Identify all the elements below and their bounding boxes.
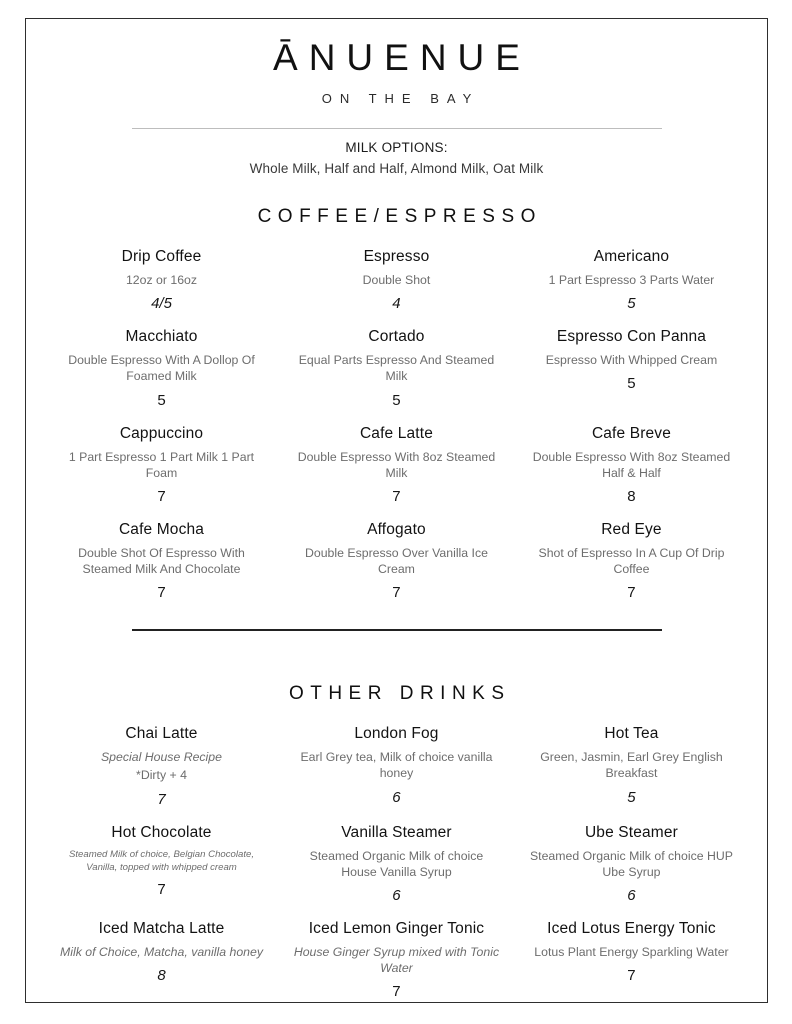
- menu-item-price: 8: [157, 967, 166, 985]
- menu-item: [514, 425, 749, 505]
- menu-item-name: Vanilla Steamer: [341, 823, 452, 841]
- menu-item-description: Espresso With Whipped Cream: [545, 353, 718, 368]
- menu-item-price: 5: [392, 391, 401, 409]
- menu-item: [279, 425, 514, 505]
- menu-item-price: 5: [627, 375, 636, 393]
- menu-item-price: 5: [157, 391, 166, 409]
- milk-options-title: MILK OPTIONS:: [345, 139, 448, 155]
- menu-item: [279, 248, 514, 312]
- menu-item: [514, 328, 749, 408]
- menu-item-price: 7: [157, 880, 166, 898]
- menu-row: [26, 328, 767, 408]
- menu-item-price: 4: [392, 295, 401, 313]
- menu-item-name: Red Eye: [601, 521, 662, 539]
- menu-item-description: Shot of Espresso In A Cup Of Drip Coffee: [538, 546, 725, 577]
- menu-item-description: Milk of Choice, Matcha, vanilla honey: [59, 944, 263, 959]
- menu-item-description: Steamed Milk of choice, Belgian Chocolate, Vanilla, topped with whipped cream: [68, 848, 255, 873]
- header-divider: [132, 128, 662, 129]
- menu-item-name: Iced Matcha Latte: [98, 919, 225, 937]
- menu-item-description: Green, Jasmin, Earl Grey English Breakfast: [540, 750, 723, 781]
- menu-item: [44, 425, 279, 505]
- menu-item: [44, 521, 279, 601]
- menu-item: [44, 920, 279, 1000]
- menu-item-description: Steamed Organic Milk of choice HUP Ube Syrup: [529, 848, 733, 879]
- menu-item: [279, 521, 514, 601]
- menu-item-description: Lotus Plant Energy Sparkling Water: [534, 944, 729, 959]
- menu-item-name: Cortado: [368, 328, 425, 346]
- menu-item-description: 12oz or 16oz: [125, 272, 198, 287]
- menu-item-description: Double Shot Of Espresso With Steamed Milk And Chocolate: [78, 546, 245, 577]
- menu-page: [25, 18, 768, 1003]
- milk-options: [26, 140, 767, 176]
- menu-item: [514, 248, 749, 312]
- menu-item: [44, 328, 279, 408]
- menu-item-description: 1 Part Espresso 1 Part Milk 1 Part Foam: [68, 449, 255, 480]
- menu-item-price: 5: [627, 295, 636, 313]
- menu-row: [26, 521, 767, 601]
- menu-item-description: Double Espresso With A Dollop Of Foamed Milk: [68, 353, 255, 384]
- menu-row: [26, 725, 767, 807]
- menu-item-price: 7: [157, 584, 166, 602]
- menu-item-price: 4/5: [151, 295, 172, 313]
- menu-item-name: Cafe Latte: [359, 424, 433, 442]
- menu-item-description: Double Shot: [362, 272, 431, 287]
- menu-item-price: 5: [627, 788, 636, 806]
- menu-item-name: Chai Latte: [125, 725, 198, 743]
- menu-item-name: London Fog: [354, 725, 439, 743]
- menu-item-name: Ube Steamer: [584, 823, 678, 841]
- menu-item-description: Double Espresso With 8oz Steamed Milk: [297, 449, 496, 480]
- menu-item: [279, 725, 514, 807]
- menu-item: [44, 248, 279, 312]
- menu-item-price: 7: [157, 790, 166, 808]
- menu-item-name: Espresso Con Panna: [556, 328, 707, 346]
- menu-item-name: Americano: [593, 247, 670, 265]
- menu-item-name: Drip Coffee: [121, 247, 202, 265]
- menu-row: [26, 824, 767, 904]
- menu-row: [26, 920, 767, 1000]
- menu-item-description: Earl Grey tea, Milk of choice vanilla honey: [300, 750, 493, 781]
- menu-item-price: 7: [157, 488, 166, 506]
- brand-subtitle: ON THE BAY: [321, 90, 480, 106]
- menu-item-price: 8: [627, 488, 636, 506]
- menu-item: [279, 920, 514, 1000]
- menu-item-description-note: *Dirty + 4: [136, 768, 187, 783]
- menu-item-description: Steamed Organic Milk of choice House Vanilla Syrup: [309, 848, 484, 879]
- milk-options-list: Whole Milk, Half and Half, Almond Milk, Oat Milk: [249, 160, 544, 176]
- menu-item-price: 7: [392, 584, 401, 602]
- menu-item-name: Hot Tea: [604, 725, 659, 743]
- menu-item: [279, 328, 514, 408]
- menu-item-name: Cafe Mocha: [118, 521, 205, 539]
- menu-item-description: Double Espresso With 8oz Steamed Half & Half: [532, 449, 731, 480]
- menu-item: [44, 824, 279, 904]
- brand-name: ĀNUENUE: [273, 37, 531, 78]
- menu-item-name: Macchiato: [125, 328, 198, 346]
- menu-item-description: 1 Part Espresso 3 Parts Water: [548, 272, 715, 287]
- menu-item-price: 6: [392, 788, 401, 806]
- menu-item-price: 7: [392, 488, 401, 506]
- menu-item: [514, 725, 749, 807]
- menu-item: [514, 521, 749, 601]
- menu-item-name: Affogato: [367, 521, 426, 539]
- menu-item: [279, 824, 514, 904]
- brand-header: [26, 38, 767, 106]
- menu-sections: [26, 206, 767, 1000]
- menu-item-name: Iced Lotus Energy Tonic: [547, 919, 716, 937]
- menu-item-price: 6: [627, 886, 636, 904]
- menu-item-description: Equal Parts Espresso And Steamed Milk: [298, 353, 495, 384]
- menu-row: [26, 425, 767, 505]
- section-divider: [132, 629, 662, 631]
- menu-item: [44, 725, 279, 807]
- menu-item-name: Espresso: [363, 247, 430, 265]
- section-heading-0: COFFEE/ESPRESSO: [257, 205, 542, 227]
- menu-item-description: Special House Recipe: [100, 750, 222, 765]
- menu-item-description: Double Espresso Over Vanilla Ice Cream: [305, 546, 488, 577]
- menu-item-price: 7: [627, 967, 636, 985]
- menu-item-price: 7: [627, 584, 636, 602]
- menu-item-price: 6: [392, 886, 401, 904]
- menu-item-description: House Ginger Syrup mixed with Tonic Water: [293, 944, 500, 976]
- menu-row: [26, 248, 767, 312]
- menu-item: [514, 920, 749, 1000]
- menu-item-name: Hot Chocolate: [111, 823, 212, 841]
- menu-item-name: Iced Lemon Ginger Tonic: [308, 919, 485, 937]
- menu-inner: [26, 38, 767, 1003]
- menu-item-price: 7: [392, 983, 401, 1001]
- menu-item-name: Cafe Breve: [591, 424, 671, 442]
- menu-item: [514, 824, 749, 904]
- section-heading-1: OTHER DRINKS: [288, 683, 511, 705]
- menu-item-name: Cappuccino: [119, 424, 204, 442]
